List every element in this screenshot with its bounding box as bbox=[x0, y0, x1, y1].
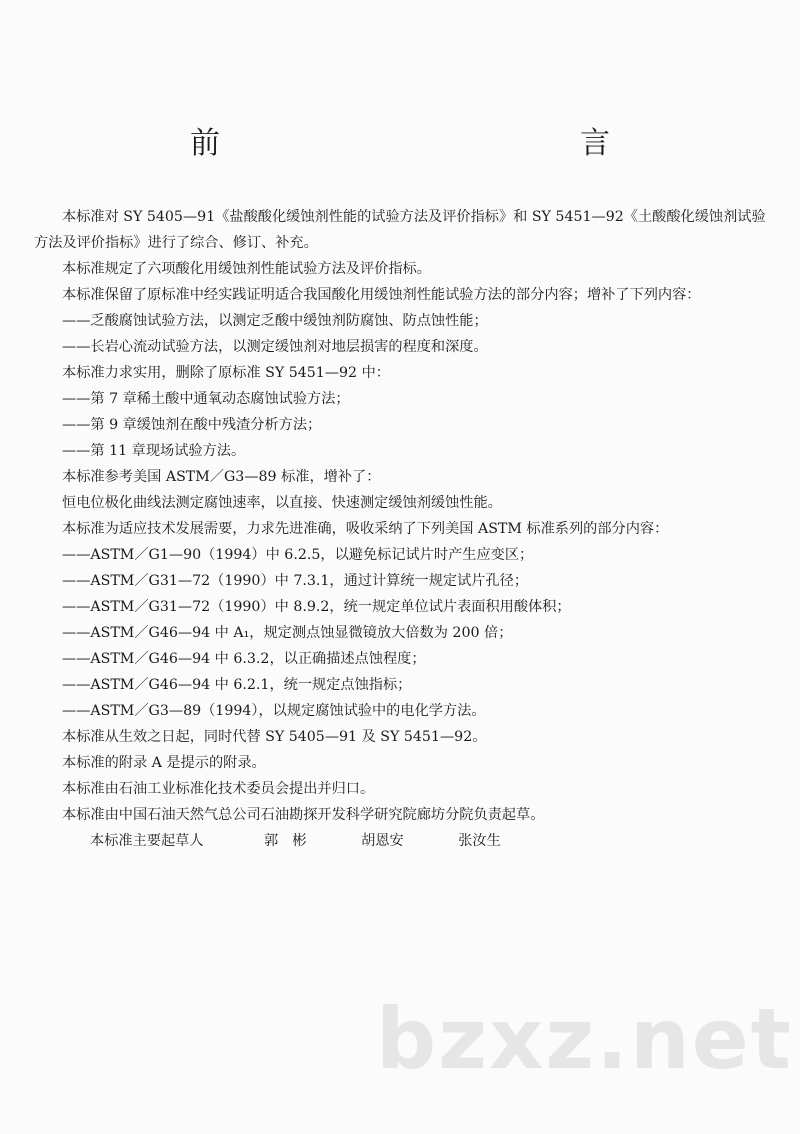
paragraph: 本标准力求实用，删除了原标准 SY 5451—92 中： bbox=[62, 365, 390, 381]
foreword-body bbox=[34, 204, 766, 854]
drafter-name: 郭 彬 bbox=[264, 833, 307, 849]
list-item: ——乏酸腐蚀试验方法，以测定乏酸中缓蚀剂防腐蚀、防点蚀性能； bbox=[62, 313, 488, 329]
page-title: 前 言 bbox=[190, 126, 710, 161]
list-item: ——ASTM／G46—94 中 6.3.2，以正确描述点蚀程度； bbox=[62, 651, 426, 667]
watermark: bzxz.net bbox=[376, 990, 793, 1088]
list-item: ——ASTM／G3—89（1994），以规定腐蚀试验中的电化学方法。 bbox=[62, 703, 486, 719]
list-item: ——第 11 章现场试验方法。 bbox=[62, 443, 246, 459]
list-item: ——长岩心流动试验方法，以测定缓蚀剂对地层损害的程度和深度。 bbox=[62, 339, 488, 355]
drafters-label: 本标准主要起草人 bbox=[90, 833, 204, 849]
paragraph: 本标准由中国石油天然气总公司石油勘探开发科学研究院廊坊分院负责起草。 bbox=[62, 807, 545, 823]
paragraph: 本标准参考美国 ASTM／G3—89 标准，增补了： bbox=[62, 469, 381, 485]
list-item: ——ASTM／G1—90（1994）中 6.2.5，以避免标记试片时产生应变区； bbox=[62, 547, 534, 563]
paragraph: 本标准的附录 A 是提示的附录。 bbox=[62, 755, 266, 771]
drafter-name: 张汝生 bbox=[458, 833, 501, 849]
paragraph: 本标准从生效之日起，同时代替 SY 5405—91 及 SY 5451—92。 bbox=[62, 729, 487, 745]
list-item: ——第 7 章稀土酸中通氧动态腐蚀试验方法； bbox=[62, 391, 350, 407]
paragraph: 本标准为适应技术发展需要，力求先进准确，吸收采纳了下列美国 ASTM 标准系列的部分内容： bbox=[62, 521, 669, 537]
list-item: ——ASTM／G46—94 中 6.2.1，统一规定点蚀指标； bbox=[62, 677, 412, 693]
drafter-name: 胡恩安 bbox=[361, 833, 404, 849]
list-item: ——第 9 章缓蚀剂在酸中残渣分析方法； bbox=[62, 417, 322, 433]
drafters-line bbox=[34, 828, 766, 854]
list-item: ——ASTM／G31—72（1990）中 7.3.1，通过计算统一规定试片孔径； bbox=[62, 573, 529, 589]
paragraph: 本标准规定了六项酸化用缓蚀剂性能试验方法及评价指标。 bbox=[62, 261, 431, 277]
paragraph: 本标准由石油工业标准化技术委员会提出并归口。 bbox=[62, 781, 375, 797]
paragraph: 本标准保留了原标准中经实践证明适合我国酸化用缓蚀剂性能试验方法的部分内容；增补了下列内容： bbox=[62, 287, 701, 303]
paragraph: 本标准对 SY 5405—91《盐酸酸化缓蚀剂性能的试验方法及评价指标》和 SY 5451—92《土酸酸化缓蚀剂试验方法及评价指标》进行了综合、修订、补充。 bbox=[34, 209, 766, 251]
paragraph: 恒电位极化曲线法测定腐蚀速率，以直接、快速测定缓蚀剂缓蚀性能。 bbox=[62, 495, 502, 511]
list-item: ——ASTM／G31—72（1990）中 8.9.2，统一规定单位试片表面积用酸体积； bbox=[62, 599, 571, 615]
list-item: ——ASTM／G46—94 中 A₁，规定测点蚀显微镜放大倍数为 200 倍； bbox=[62, 625, 513, 641]
